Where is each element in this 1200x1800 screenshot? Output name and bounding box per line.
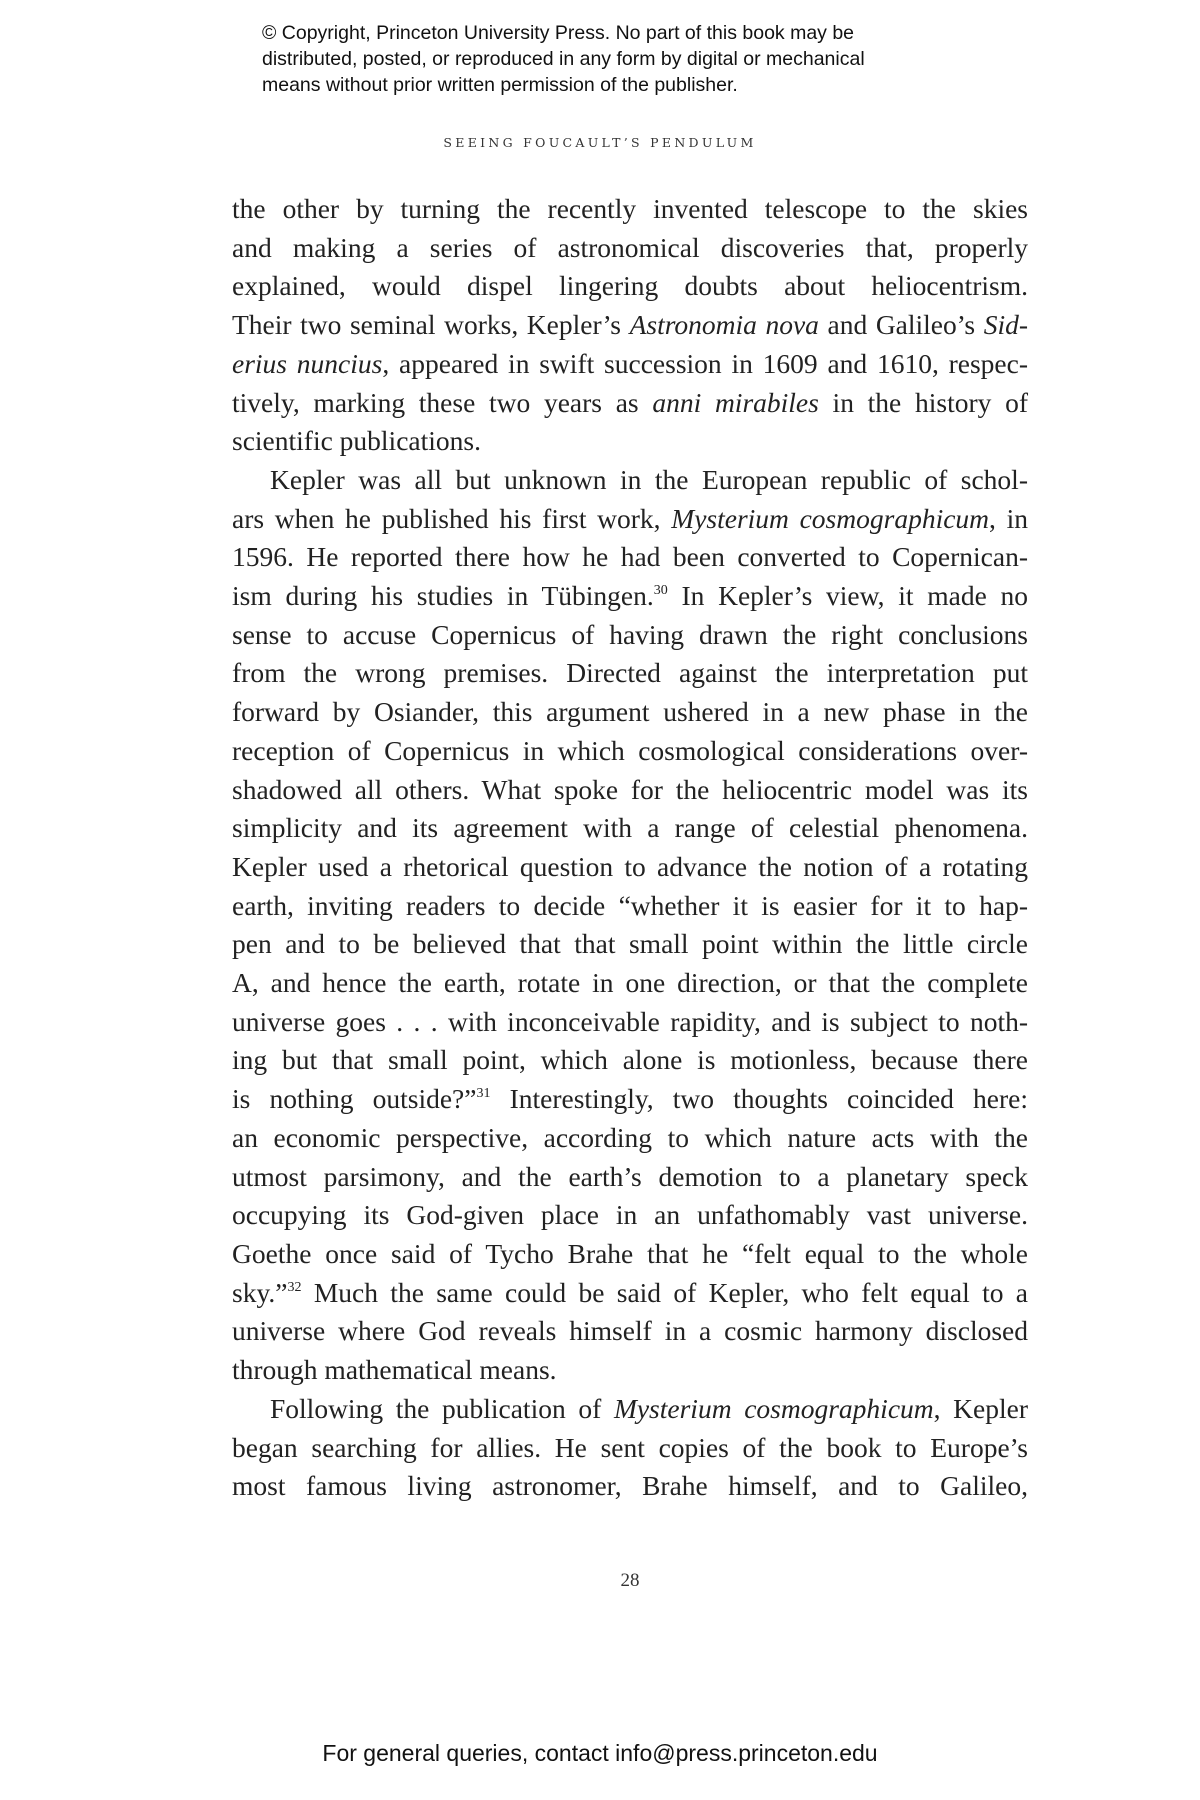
- text-line: [232, 384, 1028, 423]
- text-line: an economic perspective, according to which nature acts with the: [232, 1121, 1028, 1153]
- italic-phrase: anni mirabiles: [652, 386, 819, 418]
- text-run: ars when he published his first work,: [232, 502, 672, 534]
- text-line: forward by Osiander, this argument ushered in a new phase in the: [232, 696, 1028, 728]
- text-line: earth, inviting readers to decide “whether it is easier for it to hap-: [232, 889, 1028, 921]
- text-run: Interestingly, two thoughts coincided here:: [490, 1083, 1028, 1115]
- text-line: universe goes . . . with inconceivable rapidity, and is subject to noth-: [232, 1005, 1028, 1037]
- text-run: , appeared in swift succession in 1609 and 1610, respec-: [382, 347, 1028, 379]
- text-line: universe where God reveals himself in a cosmic harmony disclosed: [232, 1315, 1028, 1347]
- text-run: In Kepler’s view, it made no: [667, 580, 1028, 612]
- copyright-line: means without prior written permission of the publisher.: [262, 74, 738, 96]
- text-line: through mathematical means.: [232, 1354, 557, 1386]
- text-line: utmost parsimony, and the earth’s demotion to a planetary speck: [232, 1160, 1028, 1192]
- text-run: , in: [989, 502, 1029, 534]
- text-line: began searching for allies. He sent copies of the book to Europe’s: [232, 1431, 1028, 1463]
- text-line: [232, 1274, 1028, 1313]
- italic-title: Mysterium cosmographicum: [613, 1392, 934, 1424]
- text-line: sense to accuse Copernicus of having drawn the right conclusions: [232, 618, 1028, 650]
- text-line: A, and hence the earth, rotate in one direction, or that the complete: [232, 967, 1028, 999]
- text-run: ism during his studies in Tübingen.: [232, 580, 654, 612]
- text-run: Following the publication of: [270, 1392, 614, 1424]
- copyright-notice: [262, 20, 1022, 98]
- text-run: , Kepler: [933, 1392, 1028, 1424]
- text-line: scientific publications.: [232, 425, 481, 457]
- text-line: most famous living astronomer, Brahe himself, and to Galileo,: [232, 1470, 1028, 1502]
- text-line: shadowed all others. What spoke for the heliocentric model was its: [232, 773, 1028, 805]
- page-number: 28: [620, 1570, 640, 1591]
- text-line: reception of Copernicus in which cosmological considerations over-: [232, 734, 1028, 766]
- text-run: Much the same could be said of Kepler, who felt equal to a: [301, 1276, 1028, 1308]
- footnote-ref: 32: [287, 1279, 302, 1295]
- text-line: occupying its God-given place in an unfathomably vast universe.: [232, 1199, 1028, 1231]
- body-text: [232, 190, 1028, 1506]
- italic-title: Mysterium cosmographicum: [671, 502, 990, 534]
- text-run: Their two seminal works, Kepler’s: [232, 309, 630, 341]
- text-line: Kepler used a rhetorical question to advance the notion of a rotating: [232, 850, 1028, 882]
- text-line: [232, 1080, 1028, 1119]
- text-run: tively, marking these two years as: [232, 386, 653, 418]
- copyright-line: distributed, posted, or reproduced in any form by digital or mechanical: [262, 48, 865, 70]
- footnote-ref: 31: [476, 1086, 491, 1102]
- running-head: SEEING FOUCAULT’S PENDULUM: [443, 135, 757, 150]
- text-run: sky.”: [232, 1276, 288, 1308]
- text-line: simplicity and its agreement with a range of celestial phenomena.: [232, 812, 1028, 844]
- italic-title: Sid-: [983, 309, 1029, 341]
- text-line: Kepler was all but unknown in the European republic of schol-: [270, 463, 1028, 495]
- italic-title: Astronomia nova: [629, 309, 819, 341]
- text-line: [232, 345, 1028, 384]
- text-line: [232, 577, 1028, 616]
- text-run: and Galileo’s: [818, 309, 984, 341]
- text-run: in the history of: [818, 386, 1028, 418]
- text-run: is nothing outside?”: [232, 1083, 477, 1115]
- text-line: ing but that small point, which alone is motionless, because there: [232, 1044, 1028, 1076]
- text-line: explained, would dispel lingering doubts about heliocentrism.: [232, 270, 1028, 302]
- text-line: 1596. He reported there how he had been converted to Copernican-: [232, 541, 1028, 573]
- text-line: from the wrong premises. Directed against the interpretation put: [232, 657, 1028, 689]
- text-line: pen and to be believed that that small point within the little circle: [232, 928, 1028, 960]
- italic-title: erius nuncius: [232, 347, 383, 379]
- text-line: [232, 306, 1028, 345]
- contact-footer: For general queries, contact info@press.princeton.edu: [322, 1740, 878, 1766]
- text-line: [232, 1390, 1028, 1429]
- text-line: Goethe once said of Tycho Brahe that he “felt equal to the whole: [232, 1237, 1028, 1269]
- text-line: and making a series of astronomical discoveries that, properly: [232, 231, 1028, 263]
- footnote-ref: 30: [653, 583, 668, 599]
- copyright-line: © Copyright, Princeton University Press. No part of this book may be: [262, 22, 855, 44]
- text-line: [232, 500, 1028, 539]
- text-line: the other by turning the recently invented telescope to the skies: [232, 193, 1028, 224]
